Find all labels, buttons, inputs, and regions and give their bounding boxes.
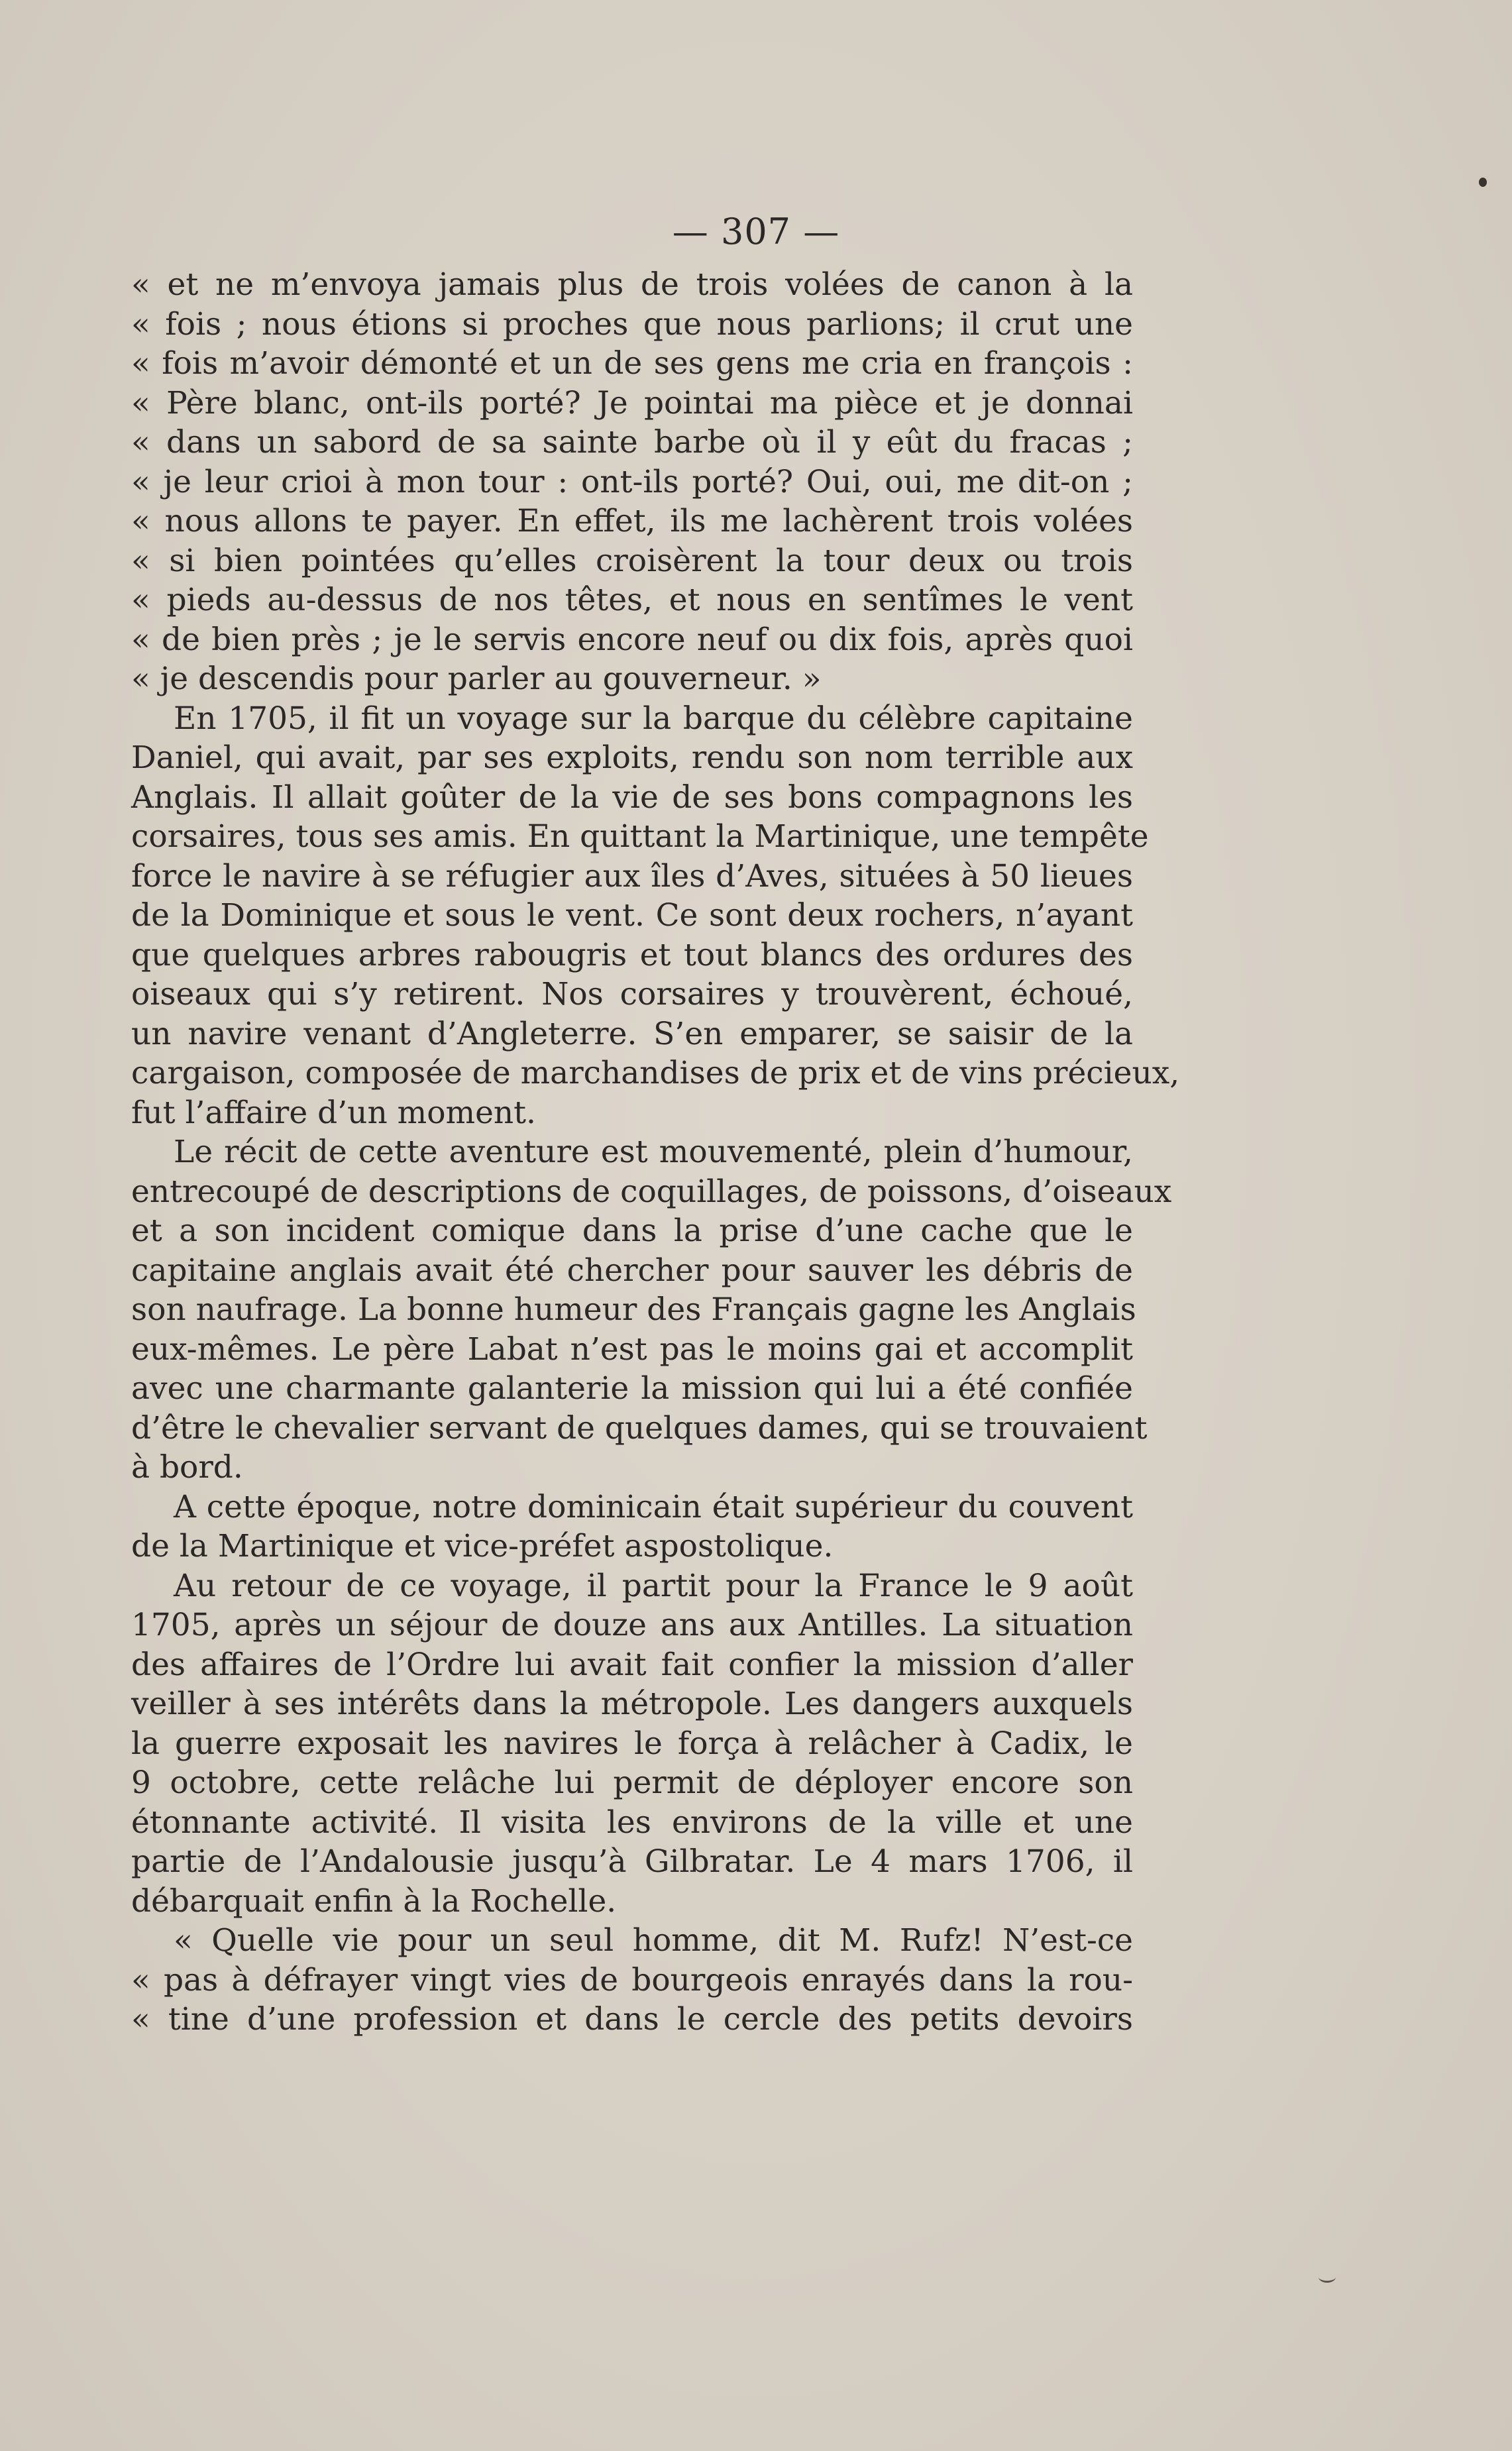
page-number: — 307 —: [672, 211, 840, 252]
text-line: corsaires, tous ses amis. En quittant la Martinique, une tempête: [131, 818, 1149, 855]
ink-mark: [1319, 2271, 1336, 2283]
text-line: « fois m’avoir démonté et un de ses gens me cria en françois :: [131, 345, 1133, 382]
text-line: de la Martinique et vice-préfet aspostolique.: [131, 1528, 834, 1564]
text-line: entrecoupé de descriptions de coquillages, de poissons, d’oiseaux: [131, 1173, 1172, 1210]
text-line: des affaires de l’Ordre lui avait fait confier la mission d’aller: [131, 1646, 1133, 1683]
text-line: que quelques arbres rabougris et tout blancs des ordures des: [131, 936, 1133, 973]
text-line: d’être le chevalier servant de quelques dames, qui se trouvaient: [131, 1409, 1148, 1446]
text-line: son naufrage. La bonne humeur des Français gagne les Anglais: [131, 1291, 1136, 1328]
text-line: avec une charmante galanterie la mission qui lui a été confiée: [131, 1370, 1133, 1407]
text-line: partie de l’Andalousie jusqu’à Gilbratar. Le 4 mars 1706, il: [131, 1843, 1133, 1880]
text-line: « je leur crioi à mon tour : ont-ils porté? Oui, oui, me dit-on ;: [131, 463, 1133, 500]
text-line: veiller à ses intérêts dans la métropole. Les dangers auxquels: [131, 1686, 1133, 1722]
text-line: En 1705, il fit un voyage sur la barque du célèbre capitaine: [174, 700, 1133, 737]
text-line: « Quelle vie pour un seul homme, dit M. Rufz! N’est-ce: [174, 1922, 1133, 1959]
text-line: 1705, après un séjour de douze ans aux Antilles. La situation: [131, 1607, 1133, 1643]
text-line: 9 octobre, cette relâche lui permit de déployer encore son: [131, 1765, 1133, 1801]
text-line: Anglais. Il allait goûter de la vie de ses bons compagnons les: [131, 779, 1133, 816]
text-line: et a son incident comique dans la prise d’une cache que le: [131, 1213, 1133, 1249]
text-line: « pieds au-dessus de nos têtes, et nous en sentîmes le vent: [131, 582, 1133, 618]
text-line: « et ne m’envoya jamais plus de trois volées de canon à la: [131, 266, 1133, 303]
text-line: à bord.: [131, 1449, 243, 1486]
text-line: de la Dominique et sous le vent. Ce sont deux rochers, n’ayant: [131, 897, 1133, 934]
text-line: « je descendis pour parler au gouverneur. »: [131, 661, 822, 697]
text-line: débarquait enfin à la Rochelle.: [131, 1882, 617, 1920]
text-line: cargaison, composée de marchandises de prix et de vins précieux,: [131, 1055, 1180, 1091]
text-line: « Père blanc, ont-ils porté? Je pointai ma pièce et je donnai: [131, 384, 1133, 421]
text-line: fut l’affaire d’un moment.: [131, 1094, 536, 1131]
text-line: « fois ; nous étions si proches que nous parlions; il crut une: [131, 305, 1133, 343]
text-line: étonnante activité. Il visita les environs de la ville et une: [131, 1804, 1133, 1841]
text-line: « dans un sabord de sa sainte barbe où il y eût du fracas ;: [131, 424, 1133, 461]
body-text: [131, 265, 1180, 2040]
ink-speck: [1479, 178, 1487, 187]
text-line: un navire venant d’Angleterre. S’en emparer, se saisir de la: [131, 1015, 1133, 1052]
text-line: « pas à défrayer vingt vies de bourgeois enrayés dans la rou-: [131, 1961, 1133, 1998]
text-line: « tine d’une profession et dans le cercle des petits devoirs: [131, 2001, 1133, 2038]
text-line: « nous allons te payer. En effet, ils me lachèrent trois volées: [131, 503, 1133, 539]
text-line: Le récit de cette aventure est mouvementé, plein d’humour,: [174, 1134, 1133, 1170]
text-line: la guerre exposait les navires le força à relâcher à Cadix, le: [131, 1725, 1133, 1762]
text-line: capitaine anglais avait été chercher pour sauver les débris de: [131, 1252, 1133, 1289]
text-line: force le navire à se réfugier aux îles d’Aves, situées à 50 lieues: [131, 857, 1133, 895]
text-line: « de bien près ; je le servis encore neuf ou dix fois, après quoi: [131, 621, 1133, 658]
text-line: A cette époque, notre dominicain était supérieur du couvent: [174, 1488, 1133, 1525]
text-line: Au retour de ce voyage, il partit pour la France le 9 août: [174, 1567, 1133, 1604]
text-line: oiseaux qui s’y retirent. Nos corsaires y trouvèrent, échoué,: [131, 976, 1133, 1012]
text-line: « si bien pointées qu’elles croisèrent la tour deux ou trois: [131, 542, 1133, 579]
text-line: Daniel, qui avait, par ses exploits, rendu son nom terrible aux: [131, 739, 1133, 776]
text-line: eux-mêmes. Le père Labat n’est pas le moins gai et accomplit: [131, 1331, 1133, 1368]
